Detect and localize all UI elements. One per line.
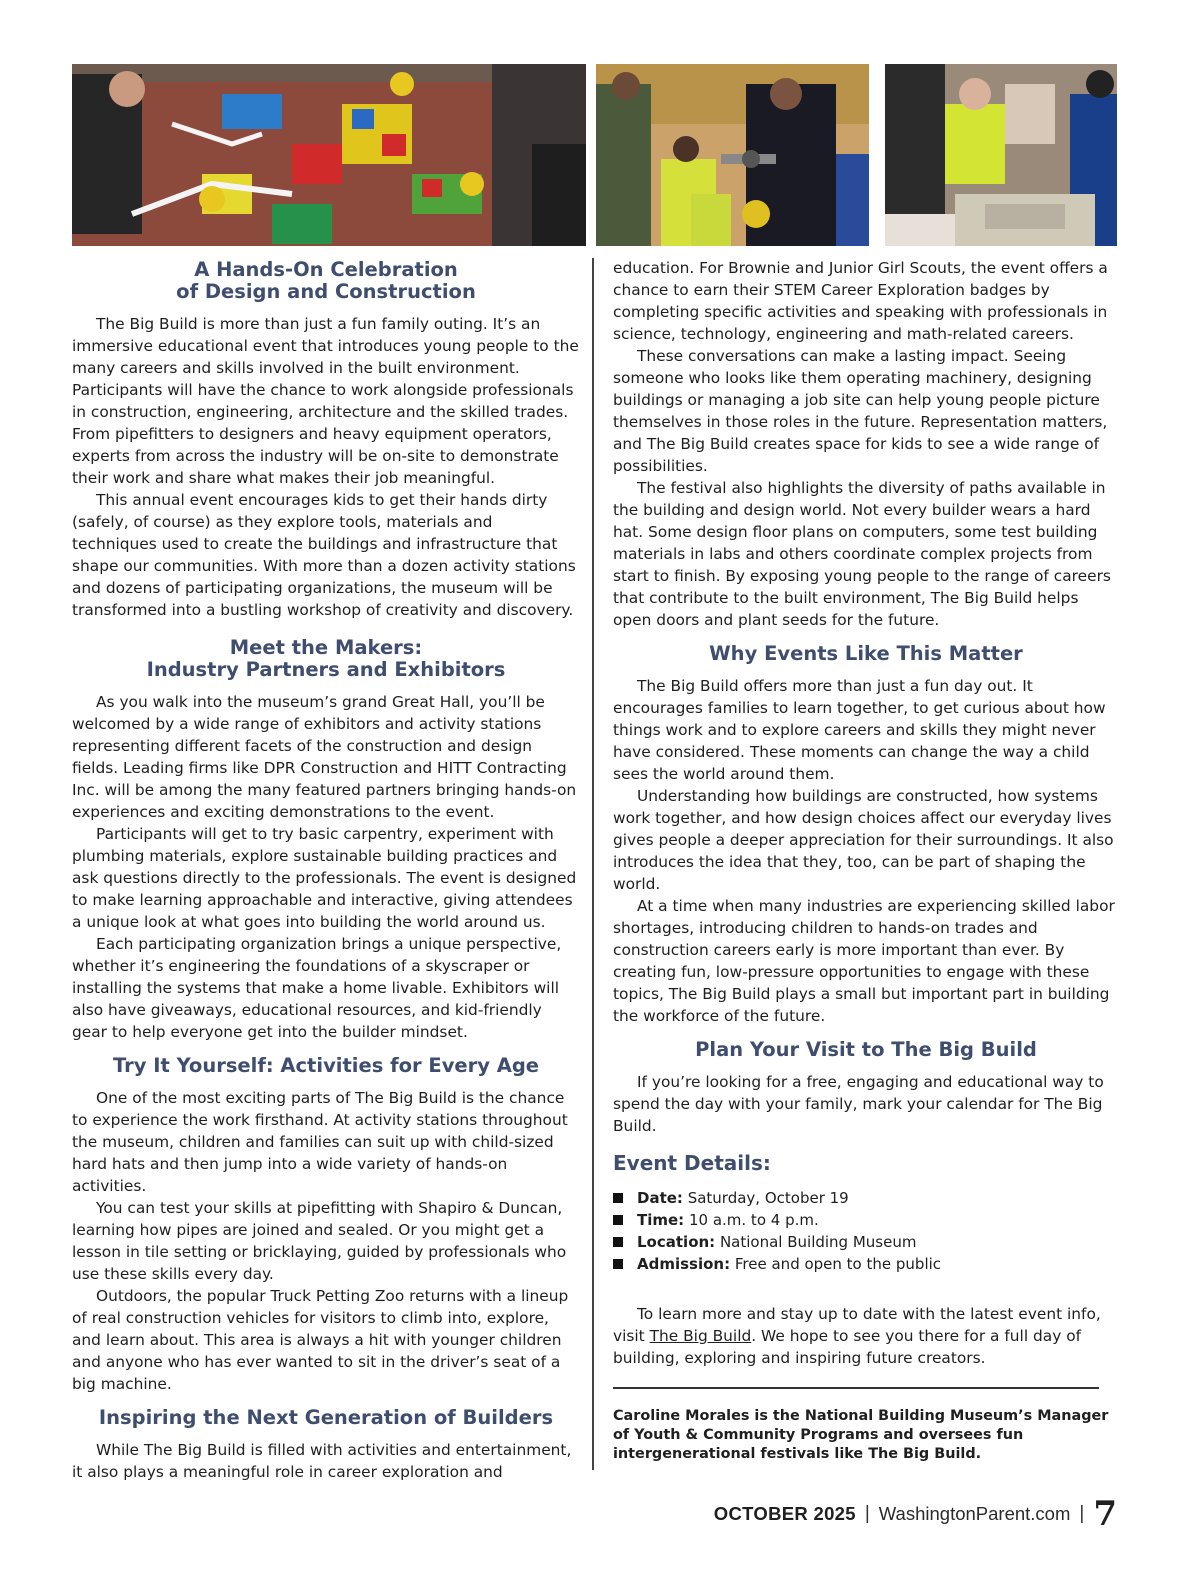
closing-text-before: To learn more and stay up to date with the latest event info, visit (613, 1305, 1101, 1345)
event-detail-date (613, 1187, 1119, 1209)
author-bio: Caroline Morales is the National Building Museum’s Manager of Youth & Community Programs and oversees fun intergenerational festivals like The Big Build. (613, 1407, 1109, 1462)
event-detail-location (613, 1231, 1119, 1253)
section-heading-meet-the-makers (72, 637, 580, 681)
section-heading-hands-on (72, 259, 580, 303)
event-detail-label: Time: (637, 1211, 685, 1229)
photo-1-graphic (72, 64, 586, 246)
photo-kids-building-blocks (72, 64, 586, 246)
section-heading-meet-the-makers-line2: Industry Partners and Exhibitors (146, 658, 506, 681)
paragraph: If you’re looking for a free, engaging and educational way to spend the day with your family, mark your calendar for The Big Build. (613, 1073, 1104, 1135)
event-detail-value: Saturday, October 19 (687, 1189, 849, 1207)
section-heading-try-it-yourself: Try It Yourself: Activities for Every Age (112, 1054, 540, 1077)
bio-divider (613, 1387, 1099, 1389)
section-heading-plan-your-visit: Plan Your Visit to The Big Build (695, 1038, 1037, 1061)
photo-3-graphic (885, 64, 1117, 246)
event-details-heading: Event Details: (613, 1151, 771, 1175)
event-detail-admission (613, 1253, 1119, 1275)
page-number: 7 (1093, 1494, 1117, 1534)
event-detail-time (613, 1209, 1119, 1231)
paragraph: You can test your skills at pipefitting with Shapiro & Duncan, learning how pipes are joined and sealed. Or you might get a lesson in tile setting or bricklaying, guided by professionals who use these skills every day. (72, 1199, 567, 1283)
section-heading-hands-on-line2: of Design and Construction (176, 280, 476, 303)
photo-2-graphic (596, 64, 869, 246)
bullet-square-icon (613, 1237, 623, 1247)
section-heading-hands-on-line1: A Hands-On Celebration (194, 258, 458, 281)
paragraph: As you walk into the museum’s grand Great Hall, you’ll be welcomed by a wide range of exhibitors and activity stations representing different facets of the construction and design fields. Leading firms like DPR Construction and HITT Contracting Inc. will be among the many featured partners bringing hands-on experiences and exciting demonstrations to the event. (72, 693, 577, 821)
left-column (72, 257, 580, 1483)
event-detail-label: Admission: (637, 1255, 731, 1273)
spacer (613, 1275, 1119, 1303)
paragraph: Understanding how buildings are constructed, how systems work together, and how design choices affect our everyday lives gives people a deeper appreciation for their surroundings. It also introduces the idea that they, too, can be part of shaping the world. (613, 787, 1114, 893)
event-detail-label: Date: (637, 1189, 683, 1207)
section-heading-why-events-matter: Why Events Like This Matter (709, 642, 1023, 665)
event-detail-value: 10 a.m. to 4 p.m. (688, 1211, 819, 1229)
paragraph: These conversations can make a lasting impact. Seeing someone who looks like them operating machinery, designing buildings or managing a job site can help young people picture themselves in those roles in the future. Representation matters, and The Big Build creates space for kids to see a wide range of possibilities. (613, 347, 1108, 475)
section-heading-meet-the-makers-line1: Meet the Makers: (229, 636, 423, 659)
event-detail-label: Location: (637, 1233, 716, 1251)
paragraph: Participants will get to try basic carpentry, experiment with plumbing materials, explore sustainable building practices and ask questions directly to the professionals. The event is designed to make learning approachable and interactive, giving attendees a unique look at what goes into building the world around us. (72, 825, 577, 931)
paragraph: The Big Build is more than just a fun family outing. It’s an immersive educational event that introduces young people to the many careers and skills involved in the built environment. Participants will have the chance to work alongside professionals in construction, engineering, architecture and the skilled trades. From pipefitters to designers and heavy equipment operators, experts from across the industry will be on-site to demonstrate their work and share what makes their job meaningful. (72, 315, 579, 487)
right-column (613, 257, 1119, 1464)
footer-separator: | (864, 1503, 870, 1524)
paragraph: This annual event encourages kids to get their hands dirty (safely, of course) as they explore tools, materials and techniques used to create the buildings and infrastructure that shape our communities. With more than a dozen activity stations and dozens of participating organizations, the museum will be transformed into a bustling workshop of creativity and discovery. (72, 491, 576, 619)
issue-date: OCTOBER 2025 (713, 1503, 856, 1524)
event-detail-value: Free and open to the public (734, 1255, 942, 1273)
paragraph: Outdoors, the popular Truck Petting Zoo returns with a lineup of real construction vehicles for visitors to climb into, explore, and learn about. This area is always a hit with younger children and anyone who has ever wanted to sit in the driver’s seat of a big machine. (72, 1287, 569, 1393)
paragraph: Each participating organization brings a unique perspective, whether it’s engineering the foundations of a skyscraper or installing the systems that make a home livable. Exhibitors will also have giveaways, educational resources, and kid-friendly gear to help everyone get into the builder mindset. (72, 935, 562, 1041)
paragraph: The festival also highlights the diversity of paths available in the building and design world. Not every builder wears a hard hat. Some design floor plans on computers, some test building materials in labs and others coordinate complex projects from start to finish. By exposing young people to the range of careers that contribute to the built environment, The Big Build helps open doors and plant seeds for the future. (613, 479, 1111, 629)
closing-text-after: . We hope to see you there for a full day of building, exploring and inspiring future creators. (613, 1327, 1082, 1367)
big-build-link[interactable]: The Big Build (649, 1327, 752, 1345)
bullet-square-icon (613, 1215, 623, 1225)
page-footer (713, 1494, 1117, 1534)
paragraph: The Big Build offers more than just a fun day out. It encourages families to learn together, to get curious about how things work and to explore careers and skills they might never have considered. These moments can change the way a child sees the world around them. (613, 677, 1106, 783)
bullet-square-icon (613, 1259, 623, 1269)
event-details-list (613, 1187, 1119, 1275)
event-detail-value: National Building Museum (719, 1233, 917, 1251)
photo-pipefitting-demo (596, 64, 869, 246)
website-name: WashingtonParent.com (878, 1503, 1071, 1524)
paragraph: While The Big Build is filled with activities and entertainment, it also plays a meaningful role in career exploration and (72, 1441, 572, 1481)
paragraph: education. For Brownie and Junior Girl Scouts, the event offers a chance to earn their STEM Career Exploration badges by completing specific activities and speaking with professionals in science, technology, engineering and math-related careers. (613, 259, 1108, 343)
photo-tile-setting (885, 64, 1117, 246)
column-divider (592, 258, 594, 1470)
footer-separator: | (1079, 1503, 1085, 1524)
bullet-square-icon (613, 1193, 623, 1203)
paragraph: At a time when many industries are experiencing skilled labor shortages, introducing children to hands-on trades and construction careers early is more important than ever. By creating fun, low-pressure opportunities to engage with these topics, The Big Build plays a small but important part in building the workforce of the future. (613, 897, 1115, 1025)
section-heading-inspiring: Inspiring the Next Generation of Builders (98, 1406, 554, 1429)
paragraph: One of the most exciting parts of The Big Build is the chance to experience the work firsthand. At activity stations throughout the museum, children and families can suit up with child-sized hard hats and then jump into a wide variety of hands-on activities. (72, 1089, 568, 1195)
closing-paragraph (613, 1303, 1119, 1369)
